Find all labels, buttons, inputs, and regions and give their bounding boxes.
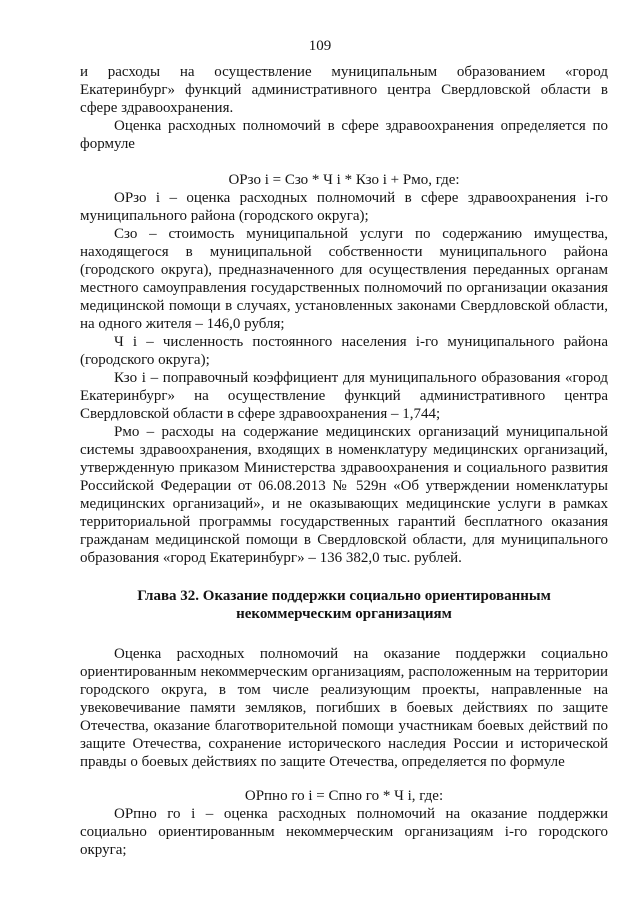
page-number: 109 xyxy=(308,38,332,54)
formula-healthcare: ОРзо i = Сзо * Ч i * Кзо i + Рмо, где: xyxy=(228,172,460,188)
definition-rmo: Рмо – расходы на содержание медицинских организаций муниципальной системы здравоохранения, входящих в номенклатуру медицинских организаций, утвержденную приказом Министерства здравоохранения и социального развития Российской Федерации от 06.08.2013 № 529н «Об утверждении номенклатуры медицинских организаций», и не оказывающих медицинские услуги в рамках территориальной программы государственных гарантий бесплатного оказания гражданам медицинской помощи в Свердловской области, для муниципального образования «город Екатеринбург» – 136 382,0 тыс. рублей. xyxy=(80,424,608,566)
paragraph-nko-intro: Оценка расходных полномочий на оказание поддержки социально ориентированным некоммерческим организациям, расположенным на территории городского округа, в том числе реализующим проекты, направленные на увековечивание памяти земляков, погибших в боевых действиях по защите Отечества, оказание благотворительной помощи участникам боевых действий по защите Отечества, сохранение исторического наследия России и исторической правды о боевых действиях по защите Отечества, определяется по формуле xyxy=(80,646,608,770)
paragraph-intro: и расходы на осуществление муниципальным образованием «город Екатеринбург» функций административного центра Свердловской области в сфере здравоохранения. xyxy=(80,64,608,116)
document-body xyxy=(80,63,608,859)
definition-orpno: ОРпно го i – оценка расходных полномочий на оказание поддержки социально ориентированным некоммерческим организациям i-го городского округа; xyxy=(80,806,608,858)
definition-kzo: Кзо i – поправочный коэффициент для муниципального образования «город Екатеринбург» на осуществление функций административного центра Свердловской области в сфере здравоохранения – 1,744; xyxy=(80,370,608,422)
chapter-heading-line-2: некоммерческим организациям xyxy=(236,606,452,622)
definition-szo: Сзо – стоимость муниципальной услуги по содержанию имущества, находящегося в муниципальной собственности муниципального района (городского округа), предназначенного для осуществления переданных органам местного самоуправления государственных полномочий по организации оказания медицинской помощи в случаях, установленных законами Свердловской области, на одного жителя – 146,0 рубля; xyxy=(80,226,608,332)
definition-orzo: ОРзо i – оценка расходных полномочий в сфере здравоохранения i-го муниципального района (городского округа); xyxy=(80,190,608,224)
paragraph-formula-intro: Оценка расходных полномочий в сфере здравоохранения определяется по формуле xyxy=(80,118,608,152)
formula-nko: ОРпно го i = Спно го * Ч i, где: xyxy=(244,788,444,804)
chapter-heading-line-1: Глава 32. Оказание поддержки социально ориентированным xyxy=(137,588,551,604)
definition-ch: Ч i – численность постоянного населения i-го муниципального района (городского округа); xyxy=(80,334,608,368)
